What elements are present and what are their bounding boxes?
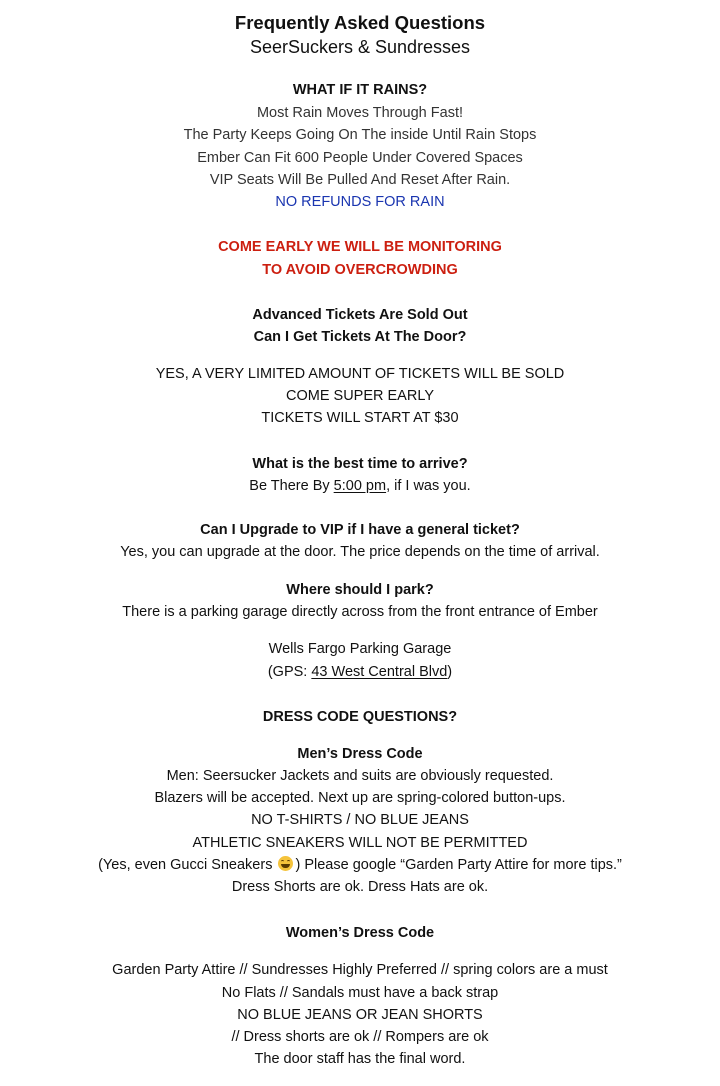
- upgrade-answer: Yes, you can upgrade at the door. The price depends on the time of arrival.: [120, 544, 600, 560]
- mens-dress-code-line: [0, 856, 720, 874]
- mens-dress-code-line: NO T-SHIRTS / NO BLUE JEANS: [251, 812, 469, 828]
- door-tickets-question-2: Can I Get Tickets At The Door?: [253, 329, 467, 345]
- door-tickets-answer: COME SUPER EARLY: [286, 388, 434, 404]
- rain-line: Most Rain Moves Through Fast!: [256, 105, 464, 121]
- parking-question: Where should I park?: [286, 582, 434, 598]
- gps-address-link[interactable]: 43 West Central Blvd: [311, 664, 448, 680]
- mens-dress-code-line: Blazers will be accepted. Next up are spring-colored button-ups.: [154, 790, 566, 806]
- rain-line: VIP Seats Will Be Pulled And Reset After Rain.: [209, 172, 511, 188]
- mens-dress-code-heading: Men’s Dress Code: [297, 746, 423, 762]
- rain-line: The Party Keeps Going On The inside Until Rain Stops: [183, 127, 537, 143]
- arrival-prefix: Be There By: [249, 478, 334, 494]
- no-refunds-notice: NO REFUNDS FOR RAIN: [275, 194, 445, 210]
- overcrowding-warning-line1: COME EARLY WE WILL BE MONITORING: [218, 239, 502, 255]
- door-tickets-question-1: Advanced Tickets Are Sold Out: [252, 307, 468, 323]
- womens-dress-code-heading: Women’s Dress Code: [285, 925, 435, 941]
- overcrowding-warning-line2: TO AVOID OVERCROWDING: [262, 262, 458, 278]
- gps-prefix: (GPS:: [267, 664, 312, 680]
- laughing-tears-emoji-icon: [278, 856, 293, 871]
- mens-dress-code-line: Dress Shorts are ok. Dress Hats are ok.: [231, 879, 489, 895]
- upgrade-question: Can I Upgrade to VIP if I have a general ticket?: [200, 522, 520, 538]
- arrival-time-link[interactable]: 5:00 pm: [333, 478, 387, 494]
- gucci-line-prefix: (Yes, even Gucci Sneakers: [98, 857, 277, 873]
- womens-dress-code-line: No Flats // Sandals must have a back strap: [221, 985, 499, 1001]
- womens-dress-code-line: NO BLUE JEANS OR JEAN SHORTS: [237, 1007, 483, 1023]
- mens-dress-code-line: Men: Seersucker Jackets and suits are obviously requested.: [166, 768, 554, 784]
- dress-code-heading: DRESS CODE QUESTIONS?: [262, 709, 458, 725]
- gps-suffix: ): [447, 664, 453, 680]
- mens-dress-code-line: ATHLETIC SNEAKERS WILL NOT BE PERMITTED: [192, 835, 528, 851]
- page-title: Frequently Asked Questions: [234, 12, 486, 33]
- arrival-answer: [0, 477, 720, 495]
- page-subtitle: SeerSuckers & Sundresses: [249, 37, 471, 57]
- door-tickets-answer: YES, A VERY LIMITED AMOUNT OF TICKETS WILL BE SOLD: [155, 366, 565, 382]
- gucci-line-suffix: ) Please google “Garden Party Attire for more tips.”: [295, 857, 622, 873]
- womens-dress-code-line: The door staff has the final word.: [254, 1051, 466, 1067]
- garage-gps: [0, 663, 720, 681]
- womens-dress-code-line: // Dress shorts are ok // Rompers are ok: [231, 1029, 489, 1045]
- rain-question: WHAT IF IT RAINS?: [292, 82, 428, 98]
- arrival-suffix: , if I was you.: [386, 478, 471, 494]
- womens-dress-code-line: Garden Party Attire // Sundresses Highly Preferred // spring colors are a must: [112, 962, 608, 978]
- door-tickets-answer: TICKETS WILL START AT $30: [261, 410, 459, 426]
- arrival-question: What is the best time to arrive?: [252, 456, 468, 472]
- garage-name: Wells Fargo Parking Garage: [268, 641, 452, 657]
- rain-line: Ember Can Fit 600 People Under Covered Spaces: [197, 150, 523, 166]
- parking-answer: There is a parking garage directly across from the front entrance of Ember: [122, 604, 598, 620]
